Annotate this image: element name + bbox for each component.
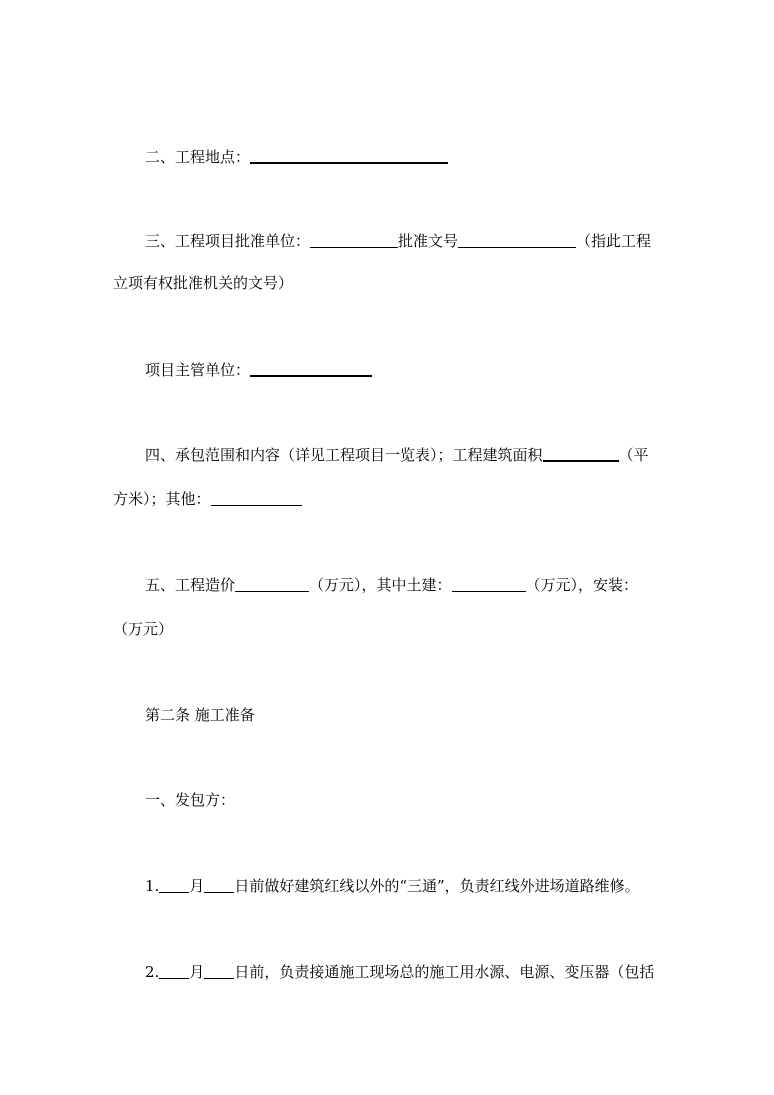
cost-unit: （万元），其中土建：	[309, 576, 452, 594]
approval-line	[145, 231, 651, 251]
item-2-month-blank[interactable]	[159, 964, 189, 979]
scope-unit: （平	[618, 446, 649, 464]
site-blank[interactable]	[250, 148, 448, 164]
supervisor-label: 项目主管单位：	[145, 361, 251, 379]
scope-line-cont	[113, 489, 302, 509]
site-line	[145, 147, 448, 167]
item-1-num: 1.	[145, 877, 160, 895]
employer-label: 一、发包方：	[145, 791, 236, 809]
item-1	[145, 876, 640, 896]
article-title-line	[145, 705, 255, 725]
approval-unit-blank[interactable]	[310, 233, 398, 248]
install-unit: （万元）	[113, 620, 174, 638]
item-1-month: 月	[189, 877, 205, 895]
cost-line	[145, 575, 638, 595]
scope-label: 四、承包范围和内容（详见工程项目一览表）；工程建筑面积	[145, 446, 543, 464]
cost-line-cont	[113, 619, 173, 639]
article-title: 第二条 施工准备	[145, 706, 255, 724]
civil-blank[interactable]	[452, 577, 526, 592]
other-blank[interactable]	[211, 491, 302, 506]
approval-unit-label: 三、工程项目批准单位：	[145, 232, 311, 250]
item-1-text: 日前做好建筑红线以外的“三通”，负责红线外进场道路维修。	[234, 877, 640, 895]
area-blank[interactable]	[543, 446, 619, 462]
item-2	[145, 962, 654, 982]
supervisor-line	[145, 360, 372, 380]
item-2-text: 日前，负责接通施工现场总的施工用水源、电源、变压器（包括	[234, 963, 655, 981]
scope-unit-cont: 方米）；其他：	[113, 490, 211, 508]
supervisor-blank[interactable]	[250, 361, 372, 377]
scope-line	[145, 445, 649, 465]
item-1-month-blank[interactable]	[159, 878, 189, 893]
approval-doc-note: （指此工程	[576, 232, 652, 250]
site-label: 二、工程地点：	[145, 148, 251, 166]
employer-line	[145, 790, 235, 810]
cost-label: 五、工程造价	[145, 576, 236, 594]
cost-blank[interactable]	[235, 577, 309, 592]
item-2-day-blank[interactable]	[204, 964, 234, 979]
civil-unit: （万元），安装：	[525, 576, 639, 594]
approval-line-cont	[113, 273, 293, 293]
approval-doc-blank[interactable]	[458, 233, 576, 248]
approval-doc-label: 批准文号	[398, 232, 459, 250]
approval-doc-note-cont: 立项有权批准机关的文号）	[113, 274, 294, 292]
item-2-num: 2.	[145, 963, 160, 981]
item-1-day-blank[interactable]	[204, 878, 234, 893]
item-2-month: 月	[189, 963, 205, 981]
